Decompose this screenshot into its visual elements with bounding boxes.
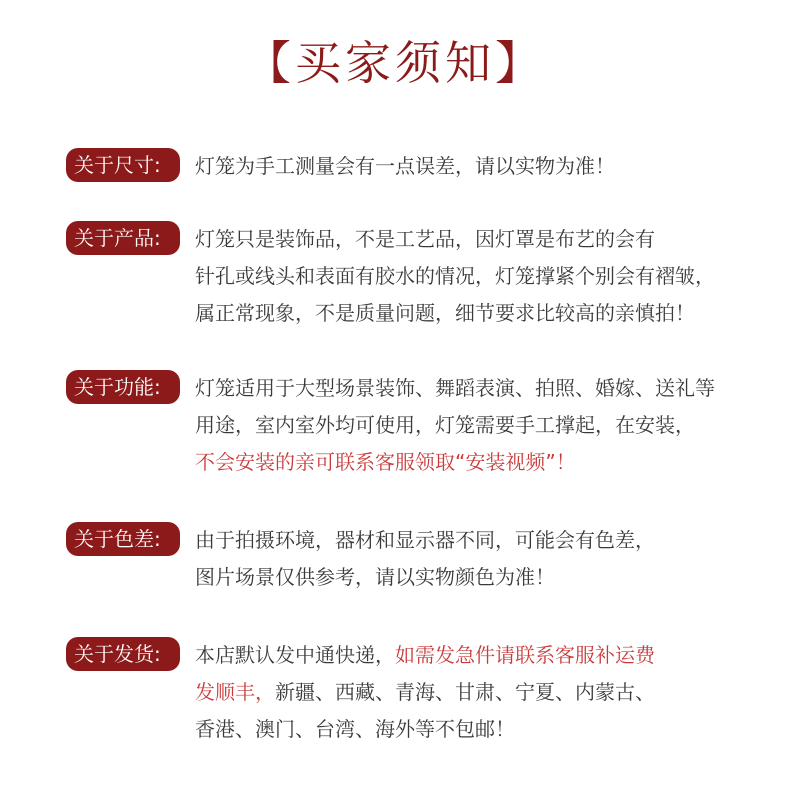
section-label-product: 关于产品: [66,221,180,255]
section-label-function: 关于功能: [66,370,180,404]
text-normal: 新疆、西藏、青海、甘肃、宁夏、内蒙古、 [275,680,655,704]
page-title: 【买家须知】 [245,36,545,90]
text-line: 灯笼为手工测量会有一点误差，请以实物为准！ [195,154,615,178]
text-line: 属正常现象，不是质量问题，细节要求比较高的亲慎拍！ [195,301,695,325]
text-line: 灯笼只是装饰品，不是工艺品，因灯罩是布艺的会有 [195,227,655,251]
text-line: 针孔或线头和表面有胶水的情况，灯笼撑紧个别会有褶皱， [195,264,715,288]
text-line: 图片场景仅供参考，请以实物颜色为准！ [195,565,555,589]
section-text-color-difference [195,522,775,596]
text-line-highlight: 不会安装的亲可联系客服领取“安装视频”！ [195,450,576,474]
text-line [195,674,775,711]
text-line: 由于拍摄环境，器材和显示器不同，可能会有色差， [195,528,655,552]
text-line: 灯笼适用于大型场景装饰、舞蹈表演、拍照、婚嫁、送礼等 [195,376,715,400]
section-text-product [195,221,775,332]
section-text-function [195,370,775,481]
text-line: 用途，室内室外均可使用，灯笼需要手工撑起，在安装， [195,413,695,437]
section-label-size: 关于尺寸: [66,148,180,182]
text-normal: 本店默认发中通快递， [195,643,395,667]
text-highlight: 发顺丰， [195,680,275,704]
text-line: 香港、澳门、台湾、海外等不包邮！ [195,717,515,741]
text-line [195,637,775,674]
section-label-shipping: 关于发货: [66,637,180,671]
section-text-size [195,148,775,185]
section-label-color-difference: 关于色差: [66,522,180,556]
section-text-shipping [195,637,775,748]
text-highlight: 如需发急件请联系客服补运费 [395,643,655,667]
